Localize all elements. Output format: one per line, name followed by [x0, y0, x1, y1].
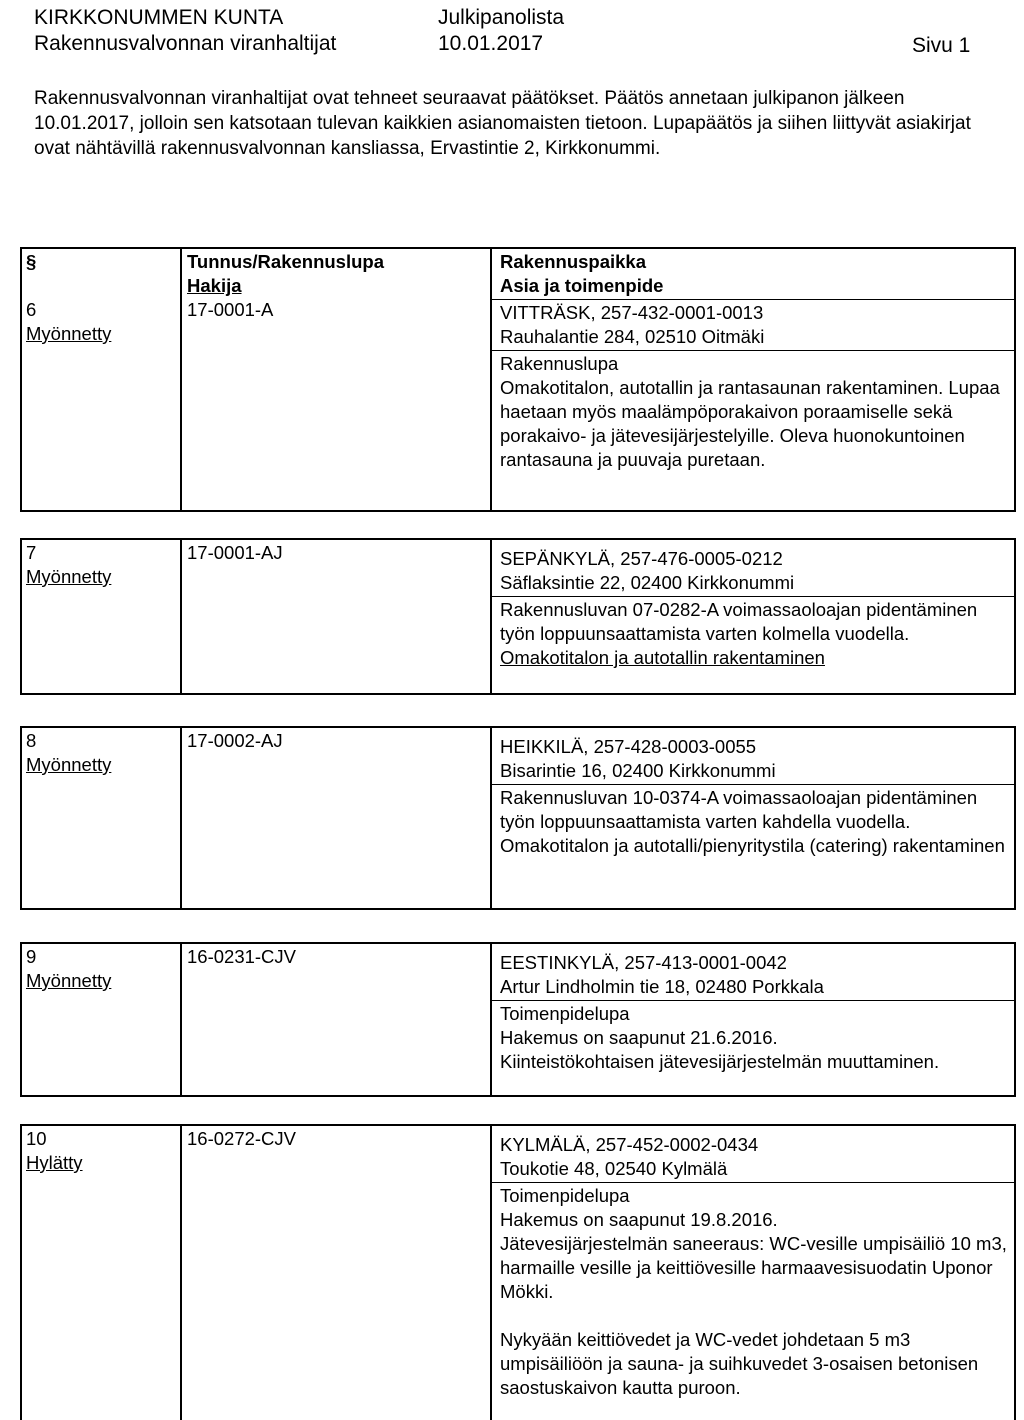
place: EESTINKYLÄ, 257-413-0001-0042: [500, 952, 787, 973]
received: Hakemus on saapunut 21.6.2016.: [500, 1027, 778, 1048]
decision-block-10: [20, 1124, 1016, 1420]
decision-number: 10: [26, 1128, 47, 1149]
address: Artur Lindholmin tie 18, 02480 Porkkala: [500, 976, 824, 997]
permit-id: 16-0231-CJV: [187, 946, 297, 967]
intro-paragraph: Rakennusvalvonnan viranhaltijat ovat tehneet seuraavat päätökset. Päätös annetaan julkipanon jälkeen 10.01.2017, jolloin sen katsotaan tulevan kaikkien asianomaisten tietoon. Lupapäätös ja siihen liittyvät asiakirjat ovat nähtävillä rakennusvalvonnan kansliassa, Ervastintie 2, Kirkkonummi.: [34, 88, 971, 159]
permit-id: 17-0001-A: [187, 299, 274, 320]
decision-block-9: [20, 942, 1016, 1097]
section-column: [22, 728, 182, 908]
permit-type: Rakennuslupa: [500, 353, 619, 374]
permit-type: Toimenpidelupa: [500, 1185, 630, 1206]
place-cell: [492, 1132, 1014, 1183]
permit-column: [182, 1126, 492, 1420]
permit-id: 16-0272-CJV: [187, 1128, 297, 1149]
place: SEPÄNKYLÄ, 257-476-0005-0212: [500, 548, 783, 569]
place: HEIKKILÄ, 257-428-0003-0055: [500, 736, 757, 757]
place-cell: [492, 546, 1014, 597]
decision-number: 6: [26, 299, 37, 320]
description: Kiinteistökohtaisen jätevesijärjestelmän muuttaminen.: [500, 1051, 940, 1072]
decision-status: Myönnetty: [26, 754, 112, 775]
decision-block-7: [20, 538, 1016, 695]
permit-id: 17-0001-AJ: [187, 542, 283, 563]
decision-block-8: [20, 726, 1016, 910]
description-2: Omakotitalon ja autotallin rakentaminen: [500, 647, 825, 668]
col-header-applicant: Hakija: [187, 275, 242, 296]
details-column: [492, 546, 1014, 693]
permit-column: [182, 540, 492, 693]
header-page: Sivu 1: [912, 34, 971, 57]
description-2: Nykyään keittiövedet ja WC-vedet johdetaan 5 m3 umpisäiliöön ja sauna- ja suihkuvedet 3-osaisen betonisen saostuskaivon kautta puroon.: [500, 1329, 979, 1398]
permit-type: Toimenpidelupa: [500, 1003, 630, 1024]
details-column: [492, 950, 1014, 1095]
description: Rakennusluvan 07-0282-A voimassaoloajan pidentäminen työn loppuunsaattamista varten kolmella vuodella.: [500, 599, 978, 644]
col-header-action: Asia ja toimenpide: [500, 275, 664, 296]
header-date: 10.01.2017: [438, 32, 544, 55]
section-column: [22, 1126, 182, 1420]
description: Rakennusluvan 10-0374-A voimassaoloajan pidentäminen työn loppuunsaattamista varten kahdella vuodella.: [500, 787, 978, 832]
description-2: Omakotitalon ja autotalli/pienyritystila (catering) rakentaminen: [500, 835, 1005, 856]
action-cell: [492, 1183, 1014, 1401]
col-header-permit: Tunnus/Rakennuslupa: [187, 251, 385, 272]
section-column: [22, 540, 182, 693]
decision-status: Myönnetty: [26, 323, 112, 344]
place-cell: [492, 734, 1014, 785]
details-header: [492, 249, 1014, 300]
address: Säflaksintie 22, 02400 Kirkkonummi: [500, 572, 795, 593]
description: Jätevesijärjestelmän saneeraus: WC-vesille umpisäiliö 10 m3, harmaille vesille ja keittiövesille harmaavesisuodatin Uponor Mökki.: [500, 1233, 1007, 1302]
permit-column: [182, 944, 492, 1095]
section-column: [22, 249, 182, 510]
action-cell: [492, 351, 1014, 473]
details-column: [492, 249, 1014, 510]
decision-number: 9: [26, 946, 37, 967]
place-cell: [492, 950, 1014, 1001]
section-column: [22, 944, 182, 1095]
address: Bisarintie 16, 02400 Kirkkonummi: [500, 760, 776, 781]
decision-status: Hylätty: [26, 1152, 83, 1173]
header-org: KIRKKONUMMEN KUNTA: [34, 6, 284, 29]
action-cell: [492, 597, 1014, 671]
description: Omakotitalon, autotallin ja rantasaunan rakentaminen. Lupaa haetaan myös maalämpöporakaivon poraamiselle sekä porakaivo- ja jätevesijärjestelyille. Oleva huonokuntoinen rantasauna ja puuvaja puretaan.: [500, 377, 1000, 470]
address: Rauhalantie 284, 02510 Oitmäki: [500, 326, 765, 347]
col-header-place: Rakennuspaikka: [500, 251, 647, 272]
header-dept: Rakennusvalvonnan viranhaltijat: [34, 32, 337, 55]
decision-number: 7: [26, 542, 37, 563]
decision-status: Myönnetty: [26, 566, 112, 587]
place-cell: [492, 300, 1014, 351]
decision-status: Myönnetty: [26, 970, 112, 991]
action-cell: [492, 1001, 1014, 1075]
place: VITTRÄSK, 257-432-0001-0013: [500, 302, 764, 323]
permit-column: [182, 728, 492, 908]
decision-number: 8: [26, 730, 37, 751]
header-doc-type: Julkipanolista: [438, 6, 565, 29]
details-column: [492, 734, 1014, 908]
details-column: [492, 1132, 1014, 1420]
action-cell: [492, 785, 1014, 859]
received: Hakemus on saapunut 19.8.2016.: [500, 1209, 778, 1230]
permit-column: [182, 249, 492, 510]
address: Toukotie 48, 02540 Kylmälä: [500, 1158, 728, 1179]
decision-block-6: [20, 247, 1016, 512]
place: KYLMÄLÄ, 257-452-0002-0434: [500, 1134, 759, 1155]
section-symbol: §: [26, 251, 37, 272]
permit-id: 17-0002-AJ: [187, 730, 283, 751]
